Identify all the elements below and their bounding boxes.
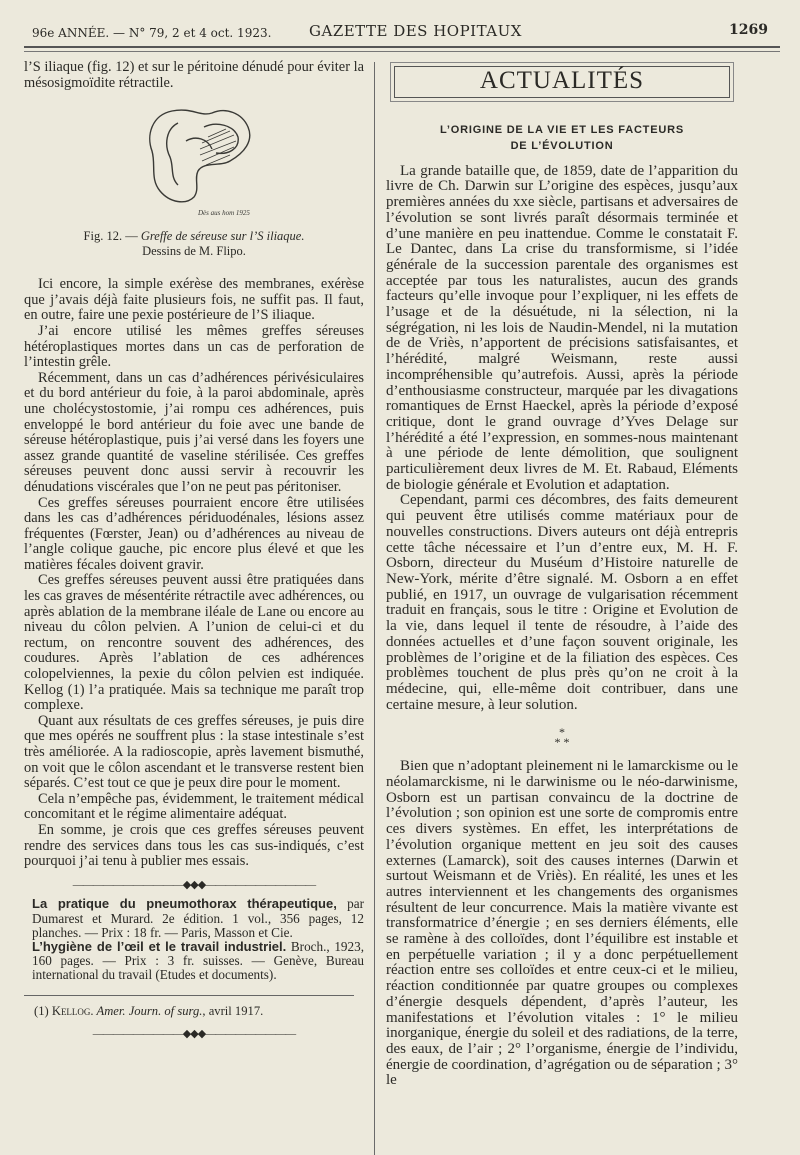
paragraph: Cependant, parmi ces décombres, des faits demeurent qui peuvent être utilisés comme matériaux pour de nouvelles constructions. Divers auteurs ont déjà entrepris cette tâche nécessaire et l’un d’entre eux, M. H. F. Osborn, directeur du Muséum d’Histoire naturelle de New-York, mérite d’être signalé. M. Osborn a en effet publié, en 1917, un ouvrage de vulgarisation récemment traduit en français, sous le titre : Origine et Evolution de la vie, dans lequel il tente de résoudre, à l’aide des données actuelles et d’une façon souvent originale, les problèmes de l’origine et de la filiation des espèces. Ces problèmes touchent de plus près qu’on ne croit à la médecine, qui, elle-même doit contribuer, dans une certaine mesure, à leur solution. — [386, 492, 738, 713]
footnote-mark: (1) — [34, 1003, 52, 1018]
book-notice — [24, 940, 364, 983]
paragraph: J’ai encore utilisé les mêmes greffes séreuses hétéroplastiques mortes dans un cas de perforation de l’intestin grêle. — [24, 322, 364, 371]
book-title: L’hygiène de l’œil et le travail industriel. — [32, 938, 287, 954]
journal-title: GAZETTE DES HOPITAUX — [309, 22, 522, 40]
paragraph: Ici encore, la simple exérèse des membranes, exérèse que j’avais déjà faite plusieurs fois, ne suffit pas. Il faut, en outre, faire une pexie postérieure de l’S iliaque. — [24, 276, 364, 324]
footnote-date: , avril 1917. — [202, 1003, 264, 1018]
paragraph: La grande bataille que, de 1859, date de l’apparition du livre de Ch. Darwin sur L’origine des espèces, jusqu’aux premières années du xxe siècle, partisans et adversaires de l’évolution se sont livrés paraît désormais terminée et d’une manière en peu inattendue. Comme le constatait F. Le Dantec, dans La crise du transformisme, si l’idée générale de la succession parentale des organismes est acceptée par tous les naturalistes, aucun des grands facteurs qu’elle invoque pour l’expliquer, ni les effets de l’usage et de la désuétude, ni la sélection, ni la ségrégation, ni les lois de Naudin-Mendel, ni la mutation de de Vriès, n’apportent de précisions satisfaisantes, et l’hérédité, malgré Weismann, reste aussi incompréhensible qu’autrefois. Aussi, après la période d’enthousiasme constructeur, marquée par les divagations romantiques de Ernst Haeckel, après la période d’exposé critique, dont le grand ouvrage d’Yves Delage sur l’hérédité a été l’expression, en sommes-nous maintenant à une période de lente démolition, que soulignent particulièrement deux livres de M. Et. Rabaud, Eléments de biologie générale et Evolution et adaptation. — [386, 162, 738, 493]
end-ornament: —————————◆◆◆————————— — [92, 1028, 296, 1041]
figure-12 — [24, 97, 364, 277]
paragraph: Cela n’empêche pas, évidemment, le traitement médical concomitant et le régime alimentaire adéquat. — [24, 790, 364, 823]
right-column — [386, 60, 738, 1089]
header-rule-thin — [24, 51, 780, 52]
paragraph: Récemment, dans un cas d’adhérences périvésiculaires et du bord antérieur du foie, à la paroi abdominale, après une cholécystostomie, j’ai rompu ces adhérences, puis enveloppé le bord antérieur du foie avec une bande de séreuse hétéroplastique, puis j’ai versé dans les foyers une assez grande quantité de vaseline stérilisée. Ces greffes séreuses peuvent donc aussi servir à recouvrir les dénudations viscérales que l’on ne peut pas péritoniser. — [24, 369, 364, 495]
paragraph: Ces greffes séreuses peuvent aussi être pratiquées dans les cas graves de mésentérite rétractile avec adhérences, ou après ablation de la membrane iléale de Lane ou encore au niveau du côlon pelvien. A l’union de celui-ci et du rectum, on rencontre souvent des adhérences, des coudures. Après l’ablation de ces adhérences colopelviennes, la pexie du côlon pelvien est indiquée. Kellog (1) l’a pratiquée. Mais sa technique me paraît trop complexe. — [24, 572, 364, 714]
caption-credit: Dessins de M. Flipo. — [142, 244, 246, 259]
paragraph: Bien que n’adoptant pleinement ni le lamarckisme ou le néolamarckisme, ni le darwinisme ou le néo-darwinisme, Osborn est un partisan convaincu de la doctrine de l’évolution ; son opinion est une sorte de compromis entre ces divers systèmes. En effet, les interprétations de l’évolution organique mettent en jeu soit des causes externes (Lamarck), soit des causes internes (Darwin et surtout Weismann et de Vriès). En réalité, les unes et les autres interviennent et les changements des organismes résultent de leur concurrence. Mais la matière vivante est transformatrice d’énergie ; en ses derniers éléments, elle se ramène à des colloïdes, dont l’équilibre est instable et en perpétuelle variation ; il y a donc perpétuellement réaction entre ses colloïdes et entre ceux-ci et le milieu, réaction conditionnée par quatre groupes ou complexes d’énergie desquels dépendent, d’après l’auteur, les manifestations et l’évolution vitales : 1° le milieu inorganique, énergie du soleil et des radiations, de la terre, des eaux, de l’air ; 2° l’organisme, énergie de l’individu, énergie de coordination, d’agrégation ou de séparation ; 3° le — [386, 758, 738, 1089]
running-header — [24, 18, 780, 44]
issue-info: 96e ANNÉE. — N° 79, 2 et 4 oct. 1923. — [32, 26, 272, 40]
paragraph: Quant aux résultats de ces greffes séreuses, je puis dire que mes opérés ne souffrent plus : la stase intestinale s’est très améliorée. A la radioscopie, après lavement bismuthé, on voit que le côlon ascendant et le transverse restent bien séparés. C’est tout ce que je peux dire pour le moment. — [24, 712, 364, 792]
footnote-rule — [24, 995, 354, 996]
footnote — [24, 1004, 364, 1020]
header-rule — [24, 46, 780, 48]
asterism: * * * — [554, 725, 570, 750]
footnote-author: Kellog. — [51, 1003, 94, 1018]
section-ornament: ———————————◆◆◆——————————— — [72, 878, 316, 891]
paragraph: Ces greffes séreuses pourraient encore être utilisées dans les cas d’adhérences périduodénales, lésions assez fréquentes (Fœrster, Jean) ou d’adhérences au niveau de l’angle colique gauche, pic encore plus élevé et que les matières fécales doivent gravir. — [24, 494, 364, 573]
book-title: La pratique du pneumothorax thérapeutique, — [32, 896, 337, 912]
caption-title: Greffe de séreuse sur l’S iliaque. — [140, 229, 305, 244]
article-title-line-2: DE L’ÉVOLUTION — [510, 139, 614, 152]
paragraph: En somme, je crois que ces greffes séreuses peuvent rendre des services dans tous les cas sus-indiqués, c’est pourquoi j’ai tenu à publier mes essais. — [24, 821, 364, 870]
left-column — [24, 60, 364, 1047]
artist-signature: Dès aus hom 1925 — [198, 209, 250, 218]
sigmoid-graft-illustration — [142, 101, 272, 219]
column-divider — [374, 62, 375, 1155]
footnote-journal: Amer. Journ. of surg. — [93, 1003, 203, 1018]
caption-prefix: Fig. 12. — — [83, 229, 141, 244]
book-notice — [24, 897, 364, 940]
section-banner: ACTUALITÉS — [394, 66, 730, 98]
book-details: par Dumarest et Murard. 2e édition. 1 vol., 356 pages, 12 planches. — Prix : 18 fr. — Paris, Masson et Cie. — [32, 896, 364, 940]
book-details: Broch., 1923, 160 pages. — Prix : 3 fr. suisses. — Genève, Bureau international du travail (Etudes et documents). — [32, 938, 364, 983]
article-title-line-1: L’ORIGINE DE LA VIE ET LES FACTEURS — [440, 123, 684, 136]
intro-text: l’S iliaque (fig. 12) et sur le péritoine dénudé pour éviter la mésosigmoïdite rétractile. — [24, 59, 364, 91]
figure-caption — [24, 227, 364, 269]
article-title — [386, 122, 738, 154]
page-number: 1269 — [729, 22, 768, 38]
